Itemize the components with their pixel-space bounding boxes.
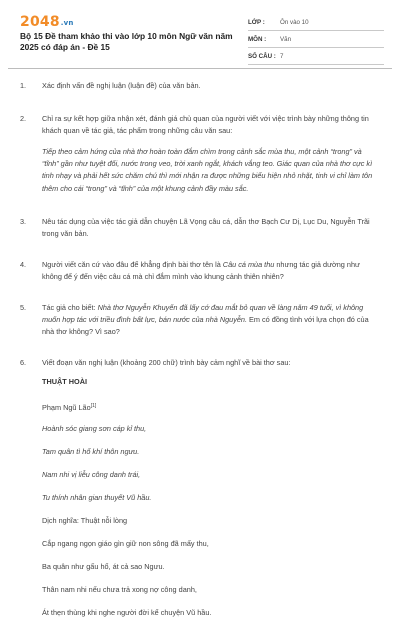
footnote-ref[interactable]: [1]: [90, 403, 97, 409]
question-text: Nêu tác dụng của việc tác giả dẫn chuyện Lã Vọng câu cá, dẫn thơ Bạch Cư Dị, Lục Du, Nguyễn Trãi trong văn bản.: [42, 217, 370, 239]
header-divider: [8, 68, 392, 69]
translation-line: Cắp ngang ngọn giáo gìn giữ non sông đã mấy thu,: [42, 539, 209, 548]
question-text: Xác định vấn đề nghị luận (luận đề) của văn bản.: [42, 81, 201, 90]
meta-row-count: [248, 48, 384, 65]
question-text: [42, 259, 376, 283]
question-number: 4.: [20, 260, 27, 269]
site-logo[interactable]: [20, 14, 74, 30]
question-text-part: Tác giả cho biết:: [42, 303, 98, 312]
poem-line: Tu thính nhân gian thuyết Vũ hầu.: [42, 493, 152, 502]
question-number: 3.: [20, 217, 27, 226]
meta-value: Ôn vào 10: [280, 18, 309, 26]
translation-line: Át thẹn thùng khi nghe người đời kể chuyện Vũ hầu.: [42, 608, 212, 617]
question-text-italic: Câu cá mùa thu: [222, 260, 275, 269]
meta-row-subject: [248, 31, 384, 48]
translation-line: Ba quân như gấu hổ, át cả sao Ngưu.: [42, 562, 165, 571]
meta-table: [248, 14, 384, 65]
poem-line: Tam quân tì hổ khí thôn ngưu.: [42, 447, 140, 456]
question-text: Viết đoạn văn nghị luận (khoảng 200 chữ) trình bày cảm nghĩ về bài thơ sau:: [42, 358, 291, 367]
question-number: 6.: [20, 358, 27, 367]
logo-text: 2048: [20, 14, 60, 30]
meta-label: MÔN :: [248, 35, 267, 43]
translation-label: Dịch nghĩa: Thuật nỗi lòng: [42, 516, 128, 525]
poem-author: [42, 400, 96, 414]
question-text: [42, 302, 376, 339]
question-number: 2.: [20, 114, 27, 123]
question-number: 5.: [20, 303, 27, 312]
document-title: Bộ 15 Đề tham khảo thi vào lớp 10 môn Ngữ văn năm 2025 có đáp án - Đề 15: [20, 31, 233, 52]
question-number: 1.: [20, 81, 27, 90]
meta-label: LỚP :: [248, 18, 265, 26]
question-text: Chỉ ra sự kết hợp giữa nhận xét, đánh giá chủ quan của người viết với việc trình bày những thông tin khách quan về tác giả, tác phẩm trong những câu văn sau:: [42, 114, 369, 136]
poem-line: Nam nhi vị liễu công danh trái,: [42, 470, 141, 479]
poem-title: THUẬT HOÀI: [42, 377, 87, 386]
meta-value: Văn: [280, 35, 292, 43]
meta-row-grade: [248, 14, 384, 31]
quoted-passage: Tiếp theo cảm hứng của nhà thơ hoàn toàn đắm chìm trong cảnh sắc mùa thu, một cảnh “trong” và “tĩnh” gần như tuyệt đối, nước trong veo, trời xanh ngắt, khách vắng teo. Giác quan của nhà thơ cực kì tinh nhạy và phải hết sức chăm chú thì mới nhận ra được những biểu hiện nhỏ nhặt, tinh vi chỉ làm tôn thêm cho cái “trong” và “tĩnh” của một khung cảnh đầy màu sắc.: [42, 147, 373, 193]
meta-value: 7: [280, 52, 284, 60]
question-text-part: Em có đồng tình với lựa chọn đó của nhà thơ không? Vì sao?: [42, 315, 369, 337]
author-name: Phạm Ngũ Lão: [42, 403, 91, 412]
poem-line: Hoành sóc giang sơn cáp kỉ thu,: [42, 424, 147, 433]
question-text-part: Người viết căn cứ vào đâu để khẳng định bài thơ tên là: [42, 260, 223, 269]
doc-header: [0, 0, 400, 64]
logo-suffix: .vn: [60, 19, 74, 27]
question-text-italic: Nhà thơ Nguyễn Khuyến đã lấy cớ đau mắt bỏ quan về làng năm 49 tuổi, vì không muốn hợp tác với triều đình bất lực, bán nước của nhà Nguyễn.: [42, 303, 364, 325]
meta-label: SỐ CÂU :: [248, 52, 276, 60]
question-text-part: nhưng tác giả dường như không để ý đến việc câu cá mà chỉ đắm mình vào khung cảnh thiên nhiên?: [42, 260, 360, 282]
translation-line: Thân nam nhi nếu chưa trả xong nợ công danh,: [42, 585, 197, 594]
